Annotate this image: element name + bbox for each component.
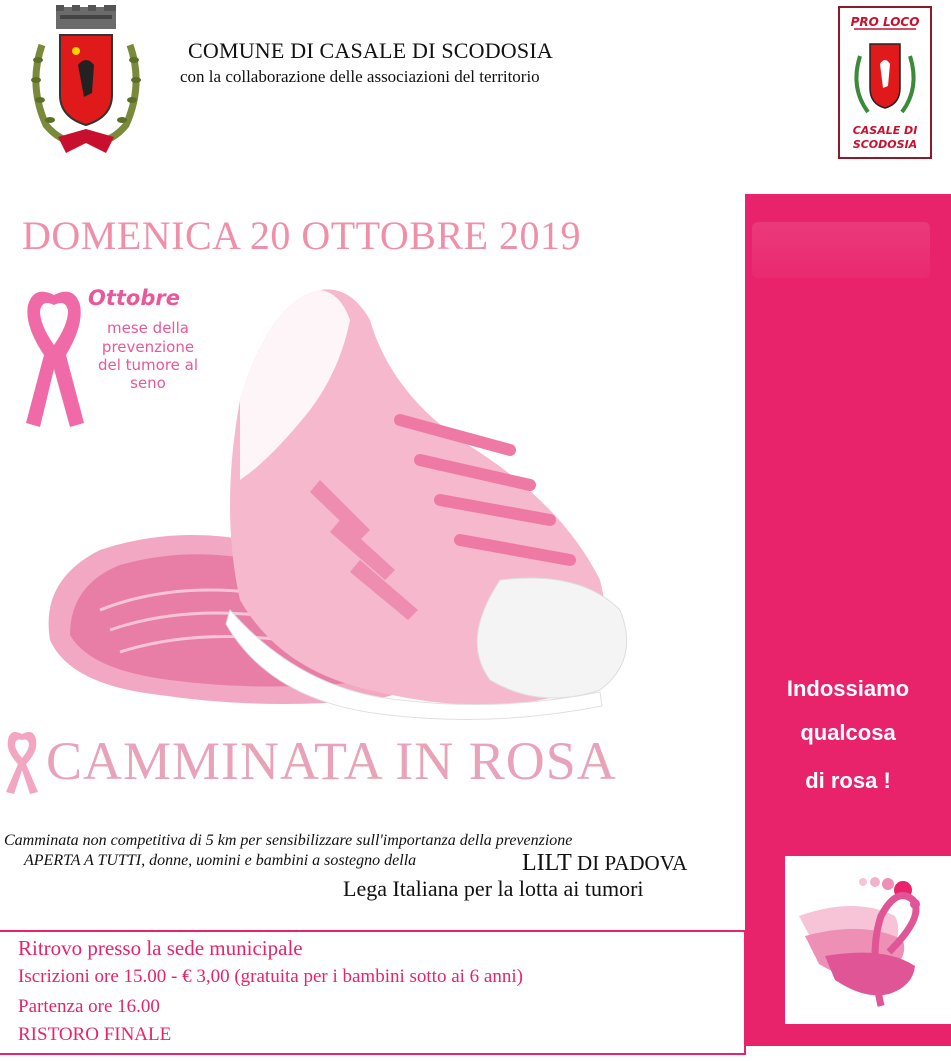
lilt-full-name: Lega Italiana per la lotta ai tumori	[343, 876, 644, 901]
side-panel-line: qualcosa	[800, 720, 896, 745]
lilt-location: DI PADOVA	[571, 851, 688, 875]
pink-sneakers-image	[40, 280, 650, 730]
final-refreshment: RISTORO FINALE	[18, 1024, 172, 1045]
small-ribbon-icon	[0, 728, 44, 796]
municipality-title: COMUNE DI CASALE DI SCODOSIA	[188, 38, 553, 63]
municipality-subtitle: con la collaborazione delle associazioni del territorio	[180, 67, 540, 86]
proloco-bottom-text-2: SCODOSIA	[852, 138, 918, 151]
side-panel-line: Indossiamo	[786, 676, 910, 701]
start-time: Partenza ore 16.00	[18, 996, 160, 1017]
ribbon-text-line: del tumore al	[97, 356, 199, 374]
municipal-crest-logo	[28, 5, 144, 160]
description-line: APERTA A TUTTI, donne, uomini e bambini a sostegno della	[24, 852, 417, 869]
description-line: Camminata non competitiva di 5 km per sensibilizzare sull'importanza della prevenzione	[4, 832, 573, 849]
ribbon-text-line: prevenzione	[101, 338, 195, 356]
event-date: DOMENICA 20 OTTOBRE 2019	[22, 213, 582, 258]
proloco-logo	[838, 6, 932, 159]
footprints-logo	[785, 856, 951, 1024]
meeting-point: Ritrovo presso la sede municipale	[18, 936, 303, 960]
lilt-acronym: LILT	[522, 850, 572, 876]
lilt-padova-label	[522, 850, 687, 877]
ribbon-text-line: seno	[130, 374, 166, 392]
event-title: CAMMINATA IN ROSA	[46, 731, 617, 791]
october-label: Ottobre	[88, 286, 180, 310]
proloco-top-text: PRO LOCO	[850, 15, 920, 29]
ribbon-text-line: mese della	[107, 319, 189, 337]
proloco-bottom-text-1: CASALE DI	[852, 124, 918, 137]
registration-info: Iscrizioni ore 15.00 - € 3,00 (gratuita per i bambini sotto ai 6 anni)	[18, 966, 523, 987]
side-panel-line: di rosa !	[805, 768, 891, 793]
faded-banner	[752, 222, 930, 278]
